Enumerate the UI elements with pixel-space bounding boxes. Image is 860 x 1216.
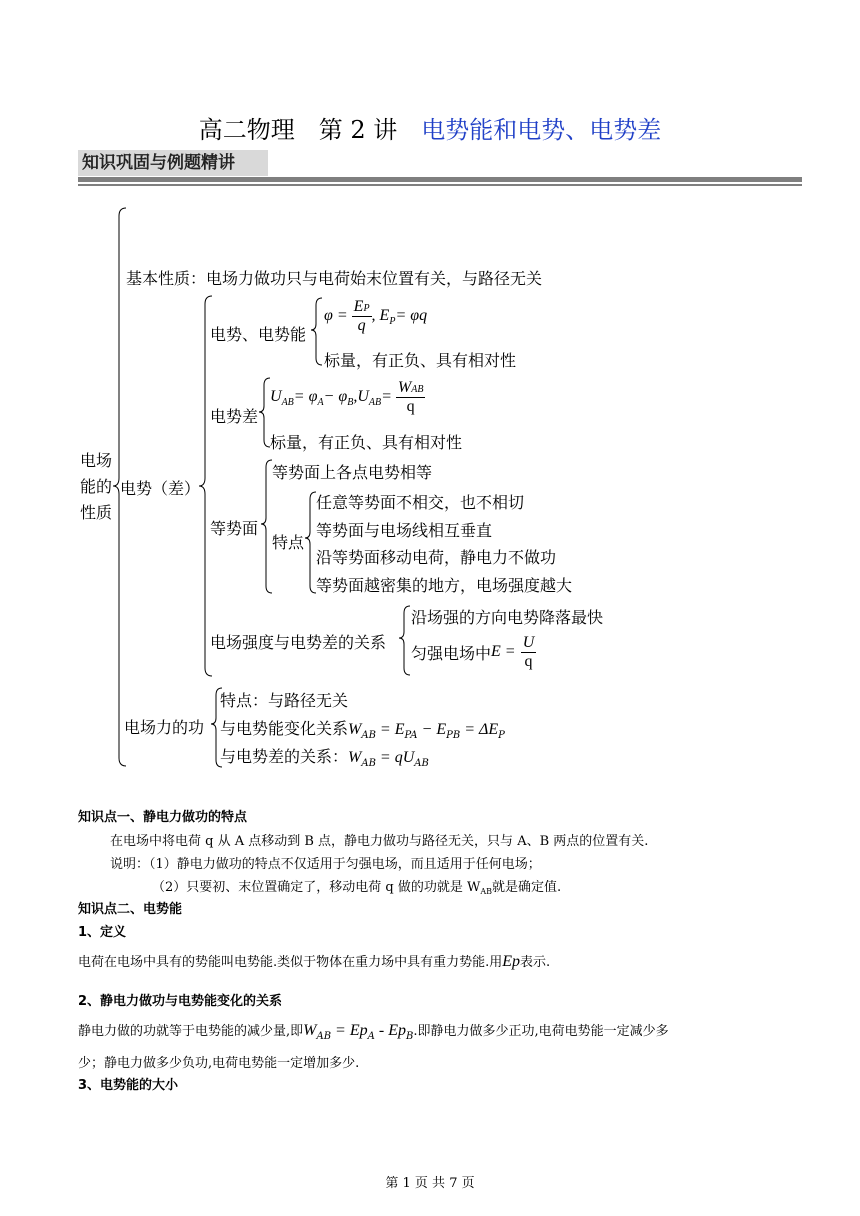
diff-label: 电势差 (210, 407, 259, 426)
page-footer: 第 1 页 共 7 页 (385, 1176, 475, 1191)
rel-text: 静电力做的功就等于电势能的减少量,即$W_{AB} = Ep_A - Ep_B$.即静电力做多少正功,电荷电势能一定减少多 (78, 1022, 669, 1042)
def-heading: 1、定义 (78, 925, 127, 940)
section-banner: 知识巩固与例题精讲 (78, 150, 268, 176)
diff-formula: U AB = φ A − φ B , U AB = $\frac{\text{WAB}}{q}$ (270, 378, 424, 415)
brace-feature (305, 492, 316, 593)
relation-label: 电场强度与电势差的关系 (210, 633, 387, 652)
brace-relation (399, 606, 410, 675)
brace-pe (311, 298, 322, 365)
relation-1: 沿场强的方向电势降落最快 (411, 608, 604, 627)
page-title: 高二物理 第 2 讲 电势能和电势、电势差 (198, 116, 662, 144)
feature-2: 等势面与电场线相互垂直 (316, 521, 493, 540)
kp1-text: 在电场中将电荷 q 从 A 点移动到 B 点，静电力做功与路径无关，只与 A、B 两点的位置有关. (110, 834, 649, 849)
diff-scalar: 标量，有正负、具有相对性 (270, 433, 463, 452)
def-text: 电荷在电场中具有的势能叫电势能.类似于物体在重力场中具有重力势能.用Ep表示. (78, 953, 551, 970)
equi-item1: 等势面上各点电势相等 (272, 463, 433, 482)
work-label: 电场力的功 (124, 718, 205, 737)
brace-equi (261, 460, 272, 593)
pe-label: 电势、电势能 (210, 325, 307, 344)
pe-fraction: $\frac{EP}{q}$ (353, 297, 370, 334)
work-2: 与电势能变化关系$W_{AB} = E_{PA} - E_{PB} = \Delta E_P$ (220, 719, 505, 741)
feature-1: 任意等势面不相交，也不相切 (316, 493, 525, 512)
work-1: 特点：与路径无关 (220, 691, 349, 710)
basic-property: 基本性质：电场力做功只与电荷始末位置有关，与路径无关 (126, 269, 543, 288)
diff-fraction: $\frac{\text{WAB}}{q}$ (397, 378, 424, 415)
size-heading: 3、电势能的大小 (78, 1078, 179, 1093)
brace-diff (259, 378, 270, 447)
kp2-heading: 知识点二、电势能 (78, 902, 183, 917)
potential-branch: 电势（差） (120, 479, 201, 498)
kp1-note2: （2）只要初、末位置确定了，移动电荷 q 做的功就是 $W_{AB}$就是确定值. (152, 880, 562, 896)
mindmap-root: 电场能的性质 (80, 451, 113, 522)
pe-scalar: 标量，有正负、具有相对性 (324, 351, 517, 370)
work-3: 与电势差的关系：$W_{AB} = qU_{AB}$ (220, 747, 429, 769)
kp1-heading: 知识点一、静电力做功的特点 (78, 810, 248, 825)
equi-label: 等势面 (210, 519, 259, 538)
brace-potential (199, 296, 212, 676)
kp1-note1: 说明：（1）静电力做功的特点不仅适用于匀强电场，而且适用于任何电场； (110, 857, 541, 872)
rel-heading: 2、静电力做功与电势能变化的关系 (78, 994, 283, 1009)
rel-text-2: 少；静电力做多少负功,电荷电势能一定增加多少. (78, 1056, 360, 1071)
feature-3: 沿等势面移动电荷，静电力不做功 (316, 548, 557, 567)
pe-formula: φ = $\frac{EP}{q}$ , E P = φq (324, 297, 428, 334)
relation-fraction: $\frac{U}{q}$ (522, 633, 535, 670)
feature-4: 等势面越密集的地方，电场强度越大 (316, 576, 573, 595)
title-topic: 电势能和电势、电势差 (421, 116, 662, 144)
feature-label: 特点 (272, 533, 305, 552)
relation-2: 匀强电场中 E = $\frac{U}{q}$ (411, 633, 535, 670)
